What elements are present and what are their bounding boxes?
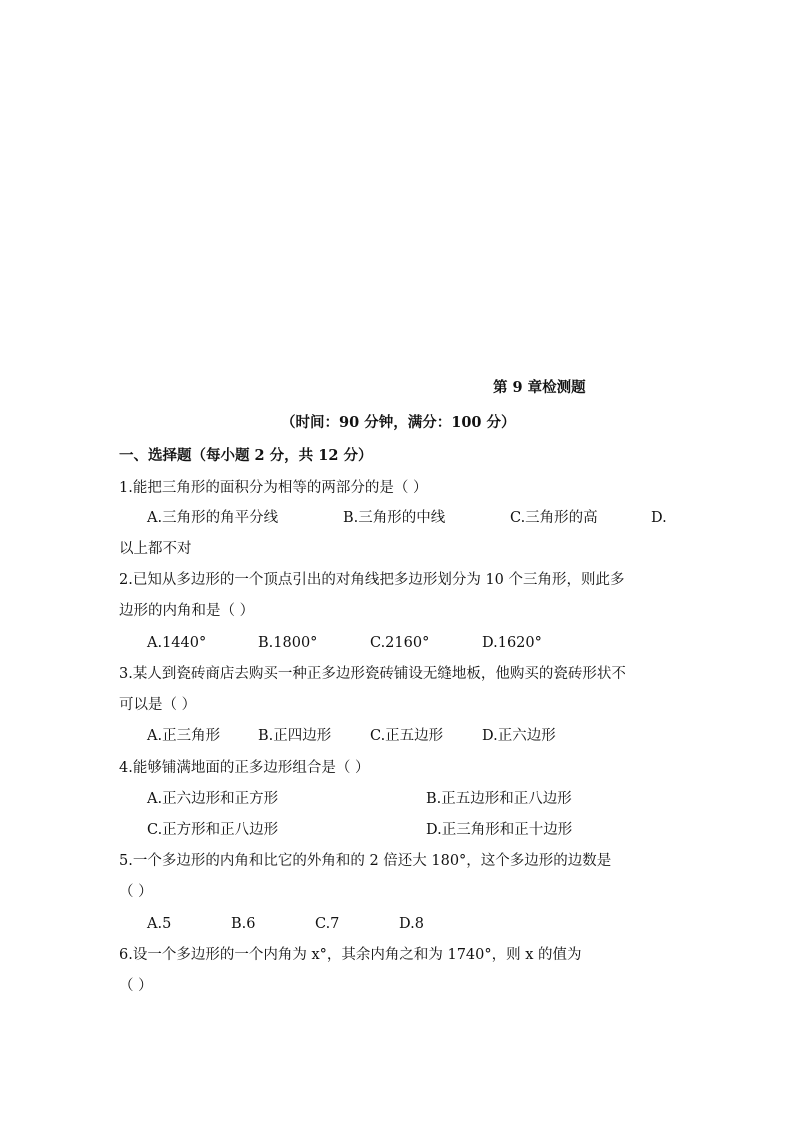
question-5-option-a: A.5 [147,916,172,932]
question-5-option-c: C.7 [315,916,340,932]
question-5-stem-continued: （ ） [119,884,153,900]
question-3-option-b: B.正四边形 [258,728,332,744]
question-6-stem-continued: （ ） [119,978,153,994]
question-2-option-c: C.2160° [370,635,430,651]
question-1-option-d-continued: 以上都不对 [119,541,192,557]
question-4-option-b: B.正五边形和正八边形 [426,791,572,807]
question-4-option-d: D.正三角形和正十边形 [426,822,573,838]
question-3-option-d: D.正六边形 [482,728,556,744]
question-3-option-a: A.正三角形 [147,728,221,744]
question-2-option-d: D.1620° [482,635,542,651]
page-title: 第 9 章检测题 [493,379,586,396]
question-2-option-b: B.1800° [258,635,318,651]
question-6-stem: 6.设一个多边形的一个内角为 x°，其余内角之和为 1740°，则 x 的值为 [119,947,582,963]
question-1-option-a: A.三角形的角平分线 [147,510,279,526]
question-1-stem: 1.能把三角形的面积分为相等的两部分的是（ ） [119,480,428,496]
question-2-option-a: A.1440° [147,635,207,651]
question-4-stem: 4.能够铺满地面的正多边形组合是（ ） [119,760,370,776]
question-1-option-c: C.三角形的高 [510,510,598,526]
question-4-option-c: C.正方形和正八边形 [147,822,279,838]
question-3-stem: 3.某人到瓷砖商店去购买一种正多边形瓷砖铺设无缝地板，他购买的瓷砖形状不 [119,666,626,682]
question-4-option-a: A.正六边形和正方形 [147,791,279,807]
question-2-stem: 2.已知从多边形的一个顶点引出的对角线把多边形划分为 10 个三角形，则此多 [119,572,625,588]
exam-subtitle: （时间：90 分钟，满分：100 分） [281,414,516,431]
question-3-stem-continued: 可以是（ ） [119,697,197,713]
question-2-stem-continued: 边形的内角和是（ ） [119,603,255,619]
question-5-stem: 5.一个多边形的内角和比它的外角和的 2 倍还大 180°，这个多边形的边数是 [119,853,612,869]
question-5-option-d: D.8 [399,916,424,932]
question-3-option-c: C.正五边形 [370,728,444,744]
question-1-option-b: B.三角形的中线 [343,510,446,526]
section-heading: 一、选择题（每小题 2 分，共 12 分） [119,447,373,464]
question-5-option-b: B.6 [231,916,256,932]
question-1-option-d: D. [651,510,667,526]
